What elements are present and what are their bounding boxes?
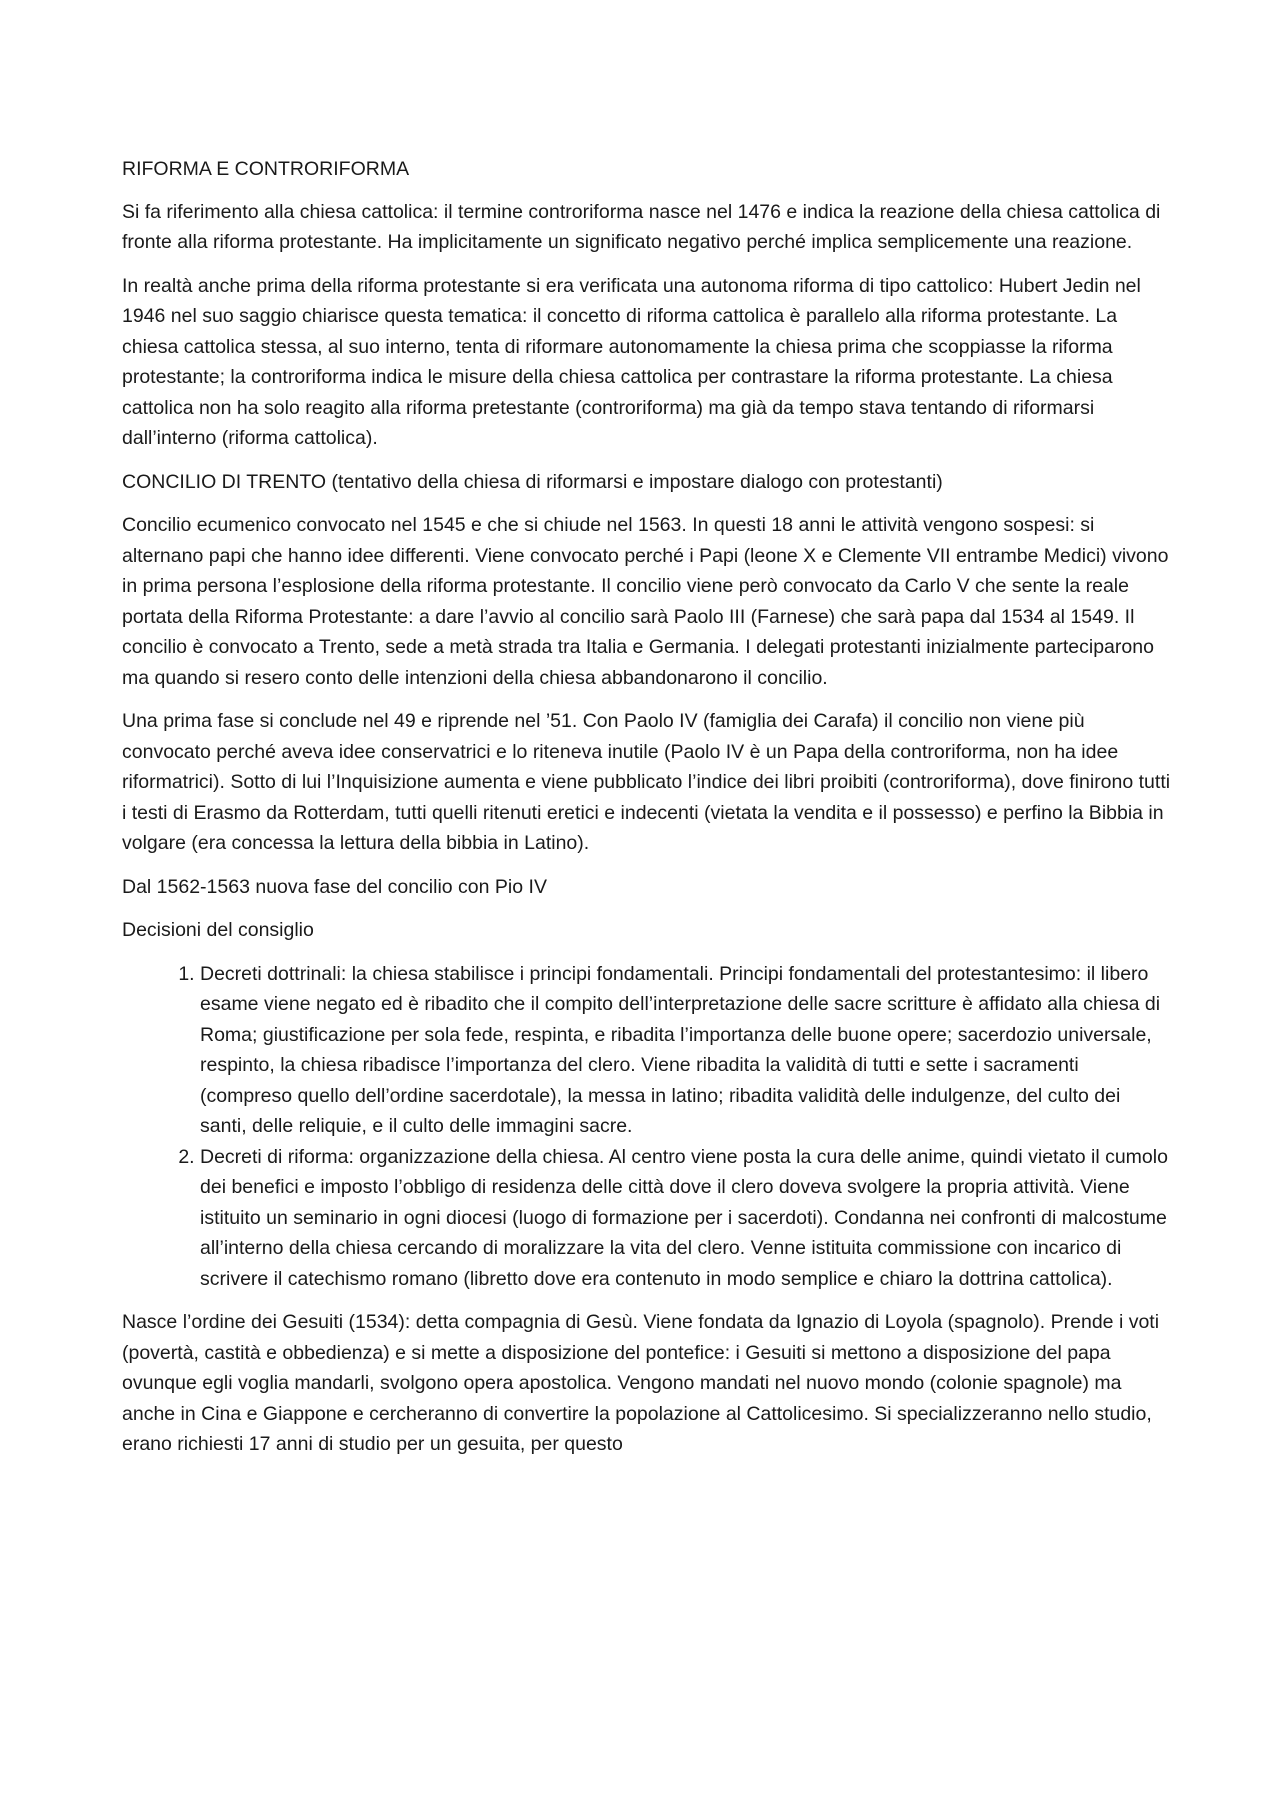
paragraph-intro: Si fa riferimento alla chiesa cattolica: il termine controriforma nasce nel 1476 e indica la reazione della chiesa cattolica di fronte alla riforma protestante. Ha implicitamente un significato negativo perché implica semplicemente una reazione. xyxy=(122,200,1161,253)
paragraph-decisioni-heading: Decisioni del consiglio xyxy=(122,919,314,941)
document-title: RIFORMA E CONTRORIFORMA xyxy=(122,158,410,180)
list-item: 2. Decreti di riforma: organizzazione della chiesa. Al centro viene posta la cura delle anime, quindi vietato il cumolo dei benefici e imposto l’obbligo di residenza delle città dove il clero doveva svolgere la propria attività. Viene istituito un seminario in ogni diocesi (luogo di formazione per i sacerdoti). Condanna nei confronti di malcostume all’interno della chiesa cercando di moralizzare la vita del clero. Venne istituita commissione con incarico di scrivere il catechismo romano (libretto dove era contenuto in modo semplice e chiaro la dottrina cattolica). xyxy=(200,1142,1172,1295)
paragraph-paolo-iv: Una prima fase si conclude nel 49 e riprende nel ’51. Con Paolo IV (famiglia dei Carafa) il concilio non viene più convocato perché aveva idee conservatrici e lo riteneva inutile (Paolo IV è un Papa della controriforma, non ha idee riformatrici). Sotto di lui l’Inquisizione aumenta e viene pubblicato l’indice dei libri proibiti (controriforma), dove finirono tutti i testi di Erasmo da Rotterdam, tutti quelli ritenuti eretici e indecenti (vietata la vendita e il possesso) e perfino la Bibbia in volgare (era concessa la lettura della bibbia in Latino). xyxy=(122,710,1171,854)
section-heading-concilio: CONCILIO DI TRENTO (tentativo della chiesa di riformarsi e impostare dialogo con protestanti) xyxy=(122,470,943,493)
paragraph-concilio: Concilio ecumenico convocato nel 1545 e che si chiude nel 1563. In questi 18 anni le attività vengono sospesi: si alternano papi che hanno idee differenti. Viene convocato perché i Papi (leone X e Clemente VII entrambe Medici) vivono in prima persona l’esplosione della riforma protestante. Il concilio viene però convocato da Carlo V che sente la reale portata della Riforma Protestante: a dare l’avvio al concilio sarà Paolo III (Farnese) che sarà papa dal 1534 al 1549. Il concilio è convocato a Trento, sede a metà strada tra Italia e Germania. I delegati protestanti inizialmente parteciparono ma quando si resero conto delle intenzioni della chiesa abbandonarono il concilio. xyxy=(122,514,1169,689)
paragraph-gesuiti: Nasce l’ordine dei Gesuiti (1534): detta compagnia di Gesù. Viene fondata da Ignazio di Loyola (spagnolo). Prende i voti (povertà, castità e obbedienza) e si mette a disposizione del pontefice: i Gesuiti si mettono a disposizione del papa ovunque egli voglia mandarli, svolgono opera apostolica. Vengono mandati nel nuovo mondo (colonie spagnole) ma anche in Cina e Giappone e cercheranno di convertire la popolazione al Cattolicesimo. Si specializzeranno nello studio, erano richiesti 17 anni di studio per un gesuita, per questo xyxy=(122,1311,1160,1455)
document-page xyxy=(122,154,1172,1473)
list-item: 1. Decreti dottrinali: la chiesa stabilisce i principi fondamentali. Principi fondamentali del protestantesimo: il libero esame viene negato ed è ribadito che il compito dell’interpretazione delle sacre scritture è affidato alla chiesa di Roma; giustificazione per sola fede, respinta, e ribadita l’importanza delle buone opere; sacerdozio universale, respinto, la chiesa ribadisce l’importanza del clero. Viene ribadita la validità di tutti e sette i sacramenti (compreso quello dell’ordine sacerdotale), la messa in latino; ribadita validità delle indulgenze, del culto dei santi, delle reliquie, e il culto delle immagini sacre. xyxy=(200,959,1172,1142)
paragraph-riforma-cattolica: In realtà anche prima della riforma protestante si era verificata una autonoma riforma di tipo cattolico: Hubert Jedin nel 1946 nel suo saggio chiarisce questa tematica: il concetto di riforma cattolica è parallelo alla riforma protestante. La chiesa cattolica stessa, al suo interno, tenta di riformare autonomamente la chiesa prima che scoppiasse la riforma protestante; la controriforma indica le misure della chiesa cattolica per contrastare la riforma protestante. La chiesa cattolica non ha solo reagito alla riforma pretestante (controriforma) ma già da tempo stava tentando di riformarsi dall’interno (riforma cattolica). xyxy=(122,274,1141,449)
decisions-list xyxy=(122,959,1172,1295)
paragraph-pio-iv: Dal 1562-1563 nuova fase del concilio con Pio IV xyxy=(122,875,547,898)
